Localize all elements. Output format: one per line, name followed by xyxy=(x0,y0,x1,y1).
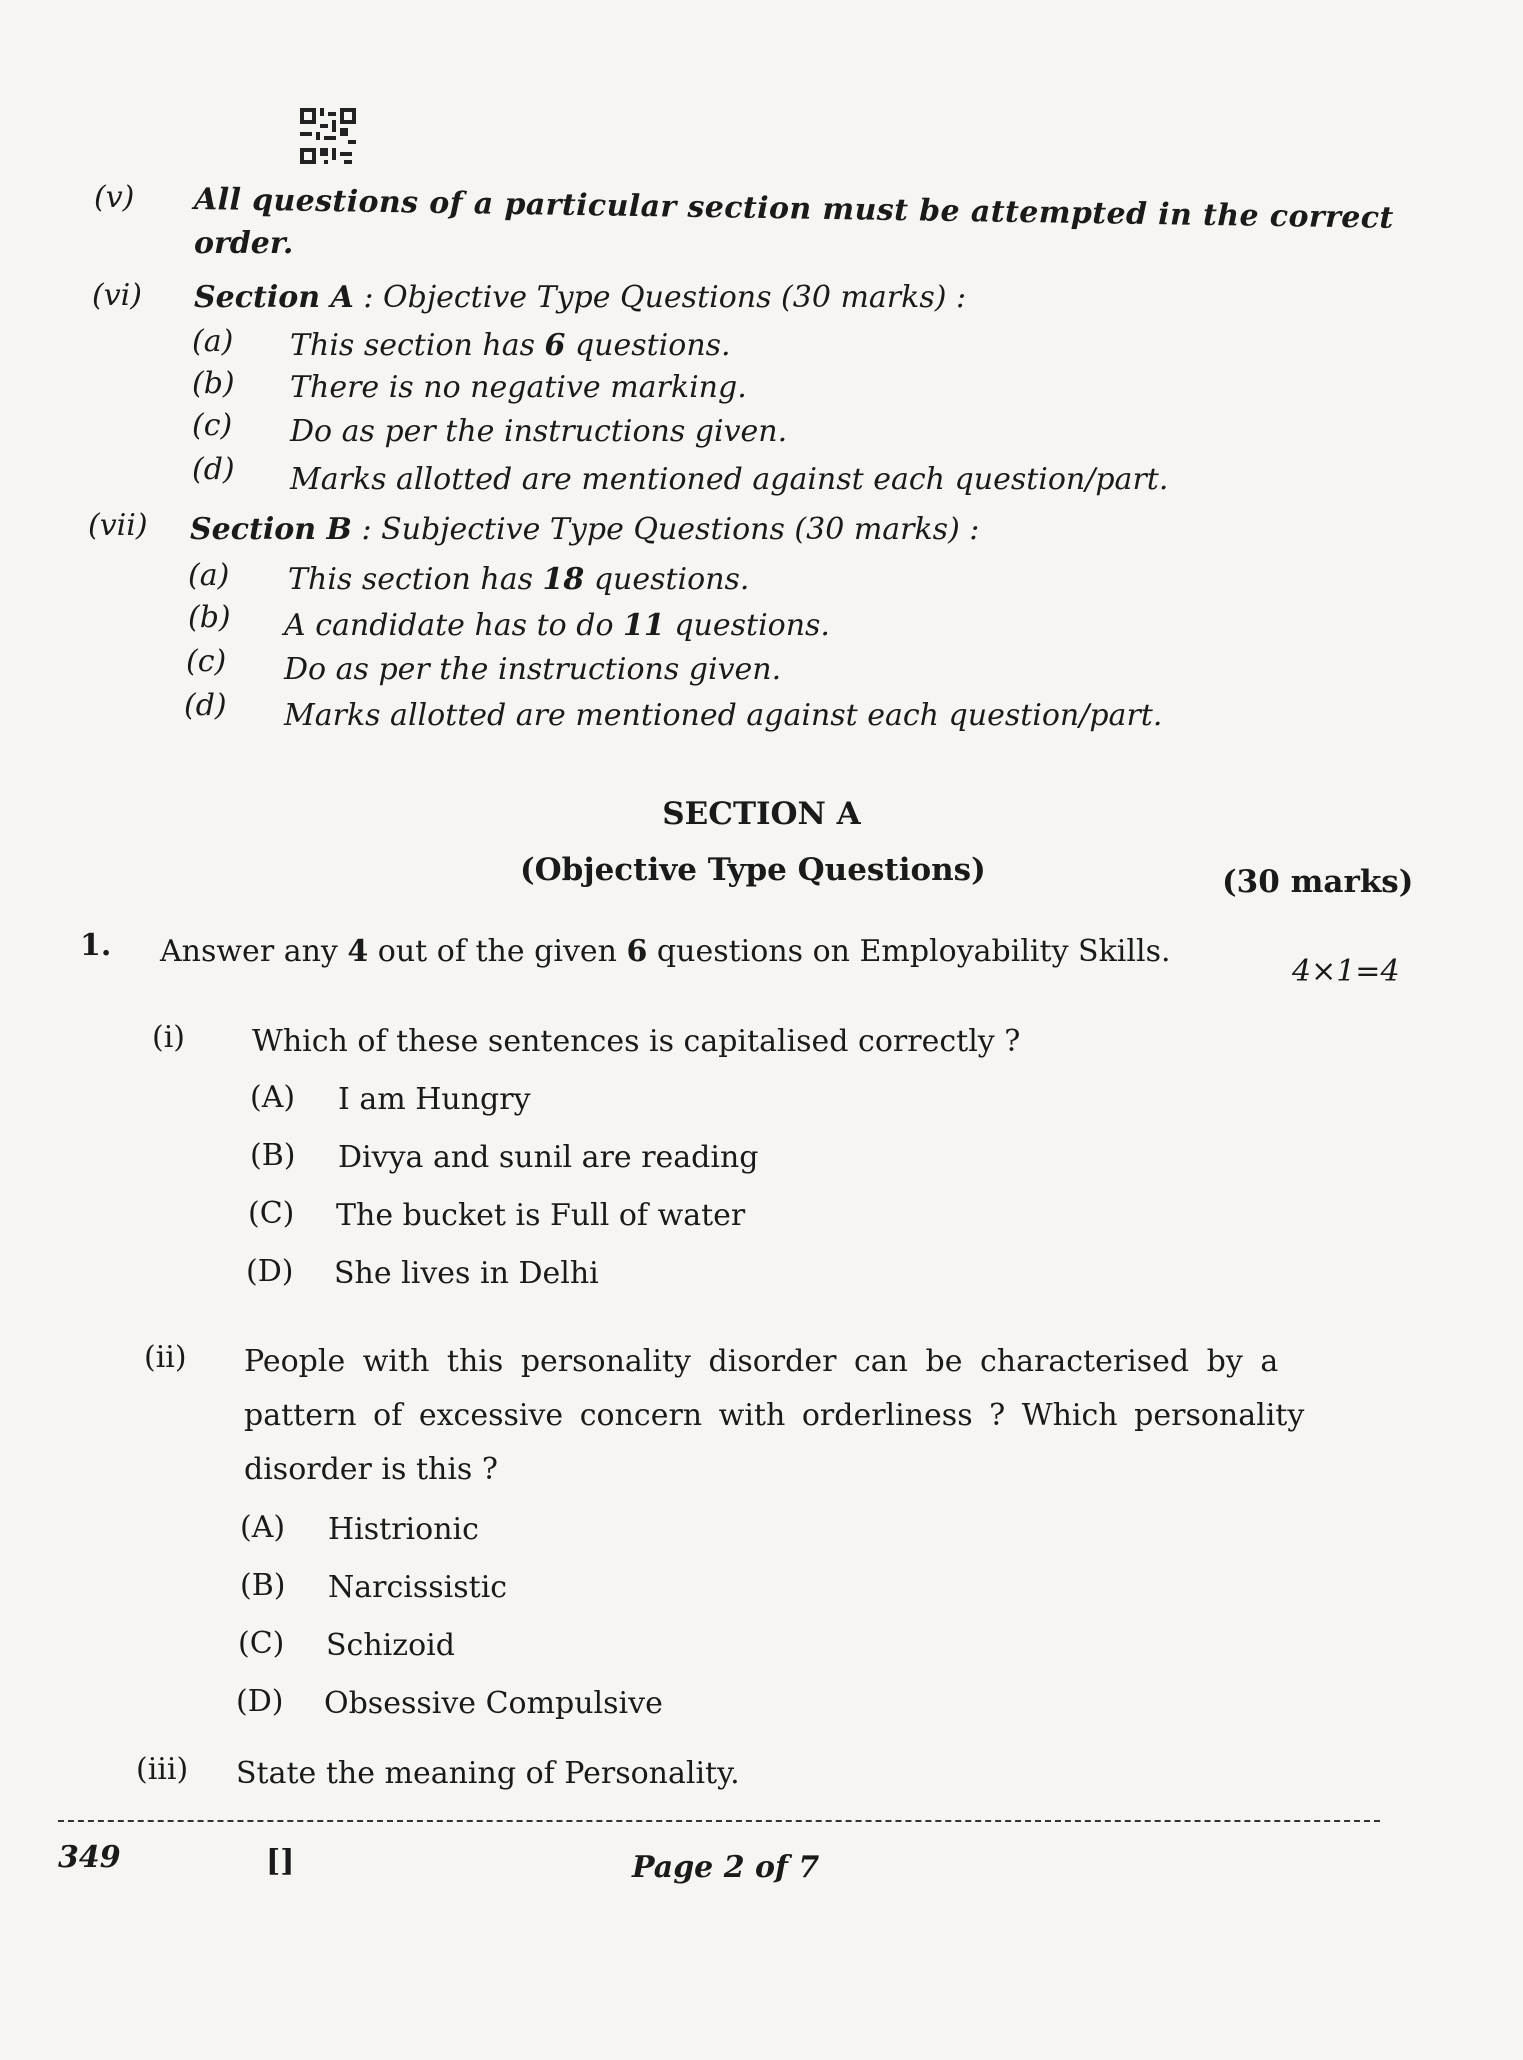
section-title: SECTION A xyxy=(662,796,861,832)
sub-question-number: (i) xyxy=(152,1020,186,1055)
sub-question-text: State the meaning of Personality. xyxy=(236,1756,740,1791)
option-label: (B) xyxy=(240,1568,286,1603)
footer-box: [] xyxy=(266,1844,295,1879)
question-marks: 4×1=4 xyxy=(1292,954,1400,989)
vi-item-label: (b) xyxy=(192,366,235,401)
section-b-label: Section B xyxy=(190,512,352,547)
option-text: The bucket is Full of water xyxy=(336,1198,746,1233)
sub-question-text: Which of these sentences is capitalised correctly ? xyxy=(252,1024,1021,1059)
footer-divider xyxy=(58,1820,1380,1822)
option-text: I am Hungry xyxy=(338,1082,531,1117)
sub-question-number: (ii) xyxy=(144,1340,187,1375)
paper-code: 349 xyxy=(58,1840,121,1875)
vii-item-text: A candidate has to do 11 questions. xyxy=(284,608,830,643)
vii-item-text: This section has 18 questions. xyxy=(288,562,750,597)
option-label: (C) xyxy=(238,1626,285,1661)
page-number: Page 2 of 7 xyxy=(632,1850,820,1885)
option-text: Narcissistic xyxy=(328,1570,508,1605)
vi-item-label: (a) xyxy=(192,324,234,359)
option-label: (B) xyxy=(250,1138,296,1173)
section-subtitle: (Objective Type Questions) xyxy=(520,852,986,888)
vi-item-label: (c) xyxy=(192,408,233,443)
sub-question-number: (iii) xyxy=(136,1752,189,1787)
vi-item-label: (d) xyxy=(192,452,235,487)
vi-item-text: Do as per the instructions given. xyxy=(290,414,788,449)
vii-item-text: Marks allotted are mentioned against each question/part. xyxy=(284,698,1163,733)
option-text: She lives in Delhi xyxy=(334,1256,599,1291)
sub-question-text-cont: pattern of excessive concern with orderliness ? Which personality xyxy=(244,1398,1305,1433)
instruction-v-number: (v) xyxy=(94,180,135,215)
vii-item-label: (a) xyxy=(188,558,230,593)
option-label: (A) xyxy=(250,1080,296,1115)
question-text: Answer any 4 out of the given 6 questions on Employability Skills. xyxy=(160,934,1171,969)
vi-item-text: There is no negative marking. xyxy=(290,370,747,405)
vii-item-label: (c) xyxy=(186,644,227,679)
sub-question-text: People with this personality disorder can be characterised by a xyxy=(244,1344,1279,1379)
vi-item-text: This section has 6 questions. xyxy=(290,328,731,363)
vii-item-label: (b) xyxy=(188,600,231,635)
section-b-description: : Subjective Type Questions (30 marks) : xyxy=(361,512,980,547)
option-label: (D) xyxy=(236,1684,284,1719)
section-a-label: Section A xyxy=(194,280,354,315)
instruction-vi-number: (vi) xyxy=(92,278,142,313)
option-text: Obsessive Compulsive xyxy=(324,1686,663,1721)
option-text: Histrionic xyxy=(328,1512,479,1547)
question-number: 1. xyxy=(80,928,112,963)
sub-question-text-cont: disorder is this ? xyxy=(244,1452,498,1487)
instruction-vii-number: (vii) xyxy=(88,508,148,543)
qr-code xyxy=(300,108,356,164)
option-label: (D) xyxy=(246,1254,294,1289)
option-text: Divya and sunil are reading xyxy=(338,1140,759,1175)
vii-item-label: (d) xyxy=(184,688,227,723)
vii-item-text: Do as per the instructions given. xyxy=(284,652,782,687)
option-label: (A) xyxy=(240,1510,286,1545)
section-marks: (30 marks) xyxy=(1222,864,1414,900)
instruction-v-text: All questions of a particular section must be attempted in the correct xyxy=(193,182,1395,236)
instruction-vii-heading xyxy=(190,512,979,547)
instruction-v-text-cont: order. xyxy=(194,226,294,261)
section-a-description: : Objective Type Questions (30 marks) : xyxy=(363,280,967,315)
option-text: Schizoid xyxy=(326,1628,455,1663)
instruction-vi-heading xyxy=(194,280,966,315)
option-label: (C) xyxy=(248,1196,295,1231)
vi-item-text: Marks allotted are mentioned against each question/part. xyxy=(290,462,1169,497)
